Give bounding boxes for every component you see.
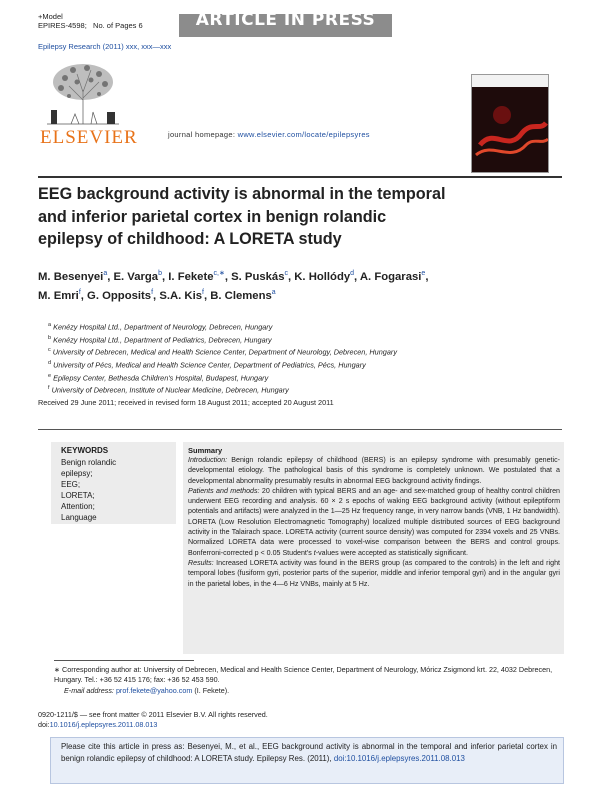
author-sup[interactable]: a (271, 288, 276, 296)
journal-homepage (168, 130, 370, 139)
methods-end: -values were accepted as statistically significant. (315, 548, 468, 557)
affiliation-item (48, 371, 397, 384)
author-name: G. Opposits (87, 289, 152, 302)
email-suffix: (I. Fekete). (194, 685, 230, 695)
homepage-label: journal homepage: (168, 130, 236, 139)
journal-reference[interactable]: Epilepsy Research (2011) xxx, xxx—xxx (38, 42, 172, 51)
publisher-logo-text: ELSEVIER (40, 127, 138, 148)
title-line: EEG background activity is abnormal in the temporal (38, 185, 446, 203)
author-name: I. Fekete (168, 270, 214, 283)
model-label: +Model (38, 12, 63, 21)
author-name: M. Emri (38, 289, 79, 302)
article-in-press-text: ARTICLE IN PRESS (195, 10, 376, 30)
author-sup[interactable]: e (421, 270, 426, 277)
citation-body: Please cite this article in press as: Besenyei, M., et al., EEG background activity is abnormal in the temporal and inferior parietal cortex in benign rolandic epilepsy of childhood: A LORETA study. Epilepsy Res. (2011), (61, 742, 557, 763)
affiliation-item (48, 333, 397, 346)
doi-link[interactable]: 10.1016/j.eplepsyres.2011.08.013 (49, 720, 158, 730)
email-label: E-mail address: (64, 685, 114, 695)
author-name: S.A. Kis (159, 289, 203, 302)
affiliation-sup: b (48, 334, 52, 341)
author-name: E. Varga (113, 270, 159, 283)
doi-label: doi: (38, 720, 50, 730)
elsevier-tree-logo-icon (41, 60, 125, 126)
affiliation-item (48, 320, 397, 333)
methods-t: t (313, 548, 316, 557)
methods-label: Patients and methods: (188, 486, 260, 495)
affiliation-sup: e (48, 372, 52, 379)
author-name: S. Puskás (231, 270, 285, 283)
article-title (38, 183, 558, 251)
author-sup[interactable]: c (284, 270, 288, 277)
keyword-item: EEG; (61, 480, 81, 489)
affiliation-text: Epilepsy Center, Bethesda Children's Hospital, Budapest, Hungary (53, 372, 269, 382)
results-text: Increased LORETA activity was found in the BERS group (as compared to the controls) in the left and right temporal lobes (fusiform gyri, posterior parts of the superior, middle and inferior temporal gyri) and in the angular gyri in the parietal lobes, in the 4—6 Hz VNBs, mainly at 5 Hz. (188, 558, 560, 588)
methods-text: 20 children with typical BERS and an age- and sex-matched group of healthy control children underwent EEG recording and analysis. 60 × 2 s epochs of waking EEG background activity (without epileptiform potentials and artifacts) were analyzed in the 1—25 Hz frequency range, in very narrow bands (VNB, 1 Hz bandwidth). LORETA (Low Resolution Electromagnetic Tomography) localized multiple distributed sources of EEG background activity in the Talairach space. LORETA activity (current source density) was computed for 2394 voxels and 25 VNBs. Normalized LORETA data were processed to voxel-wise comparison between the BERS and control groups. Bonferroni-corrected p < 0.05 Student's (188, 486, 560, 557)
affiliation-sup: a (48, 322, 52, 328)
header-rule (38, 176, 562, 178)
author-sup[interactable]: d (350, 270, 355, 277)
manuscript-ref: EPIRES-4598; (38, 21, 87, 30)
author-name: K. Hollódy (294, 270, 351, 283)
title-line: epilepsy of childhood: A LORETA study (38, 230, 342, 248)
summary-text (188, 455, 560, 589)
author-line-2: M. Emri$^f$, G. Opposits$^f$, S.A. Kis$^f$, B. Clemens$^a$ (38, 288, 276, 302)
author-name: M. Besenyei (38, 270, 104, 283)
footnote (54, 665, 562, 696)
affiliation-text: University of Pécs, Medical and Health Science Center, Department of Pediatrics, Pécs, Hungary (53, 360, 366, 370)
intro-text: Benign rolandic epilepsy of childhood (BERS) is an epilepsy syndrome with presumably genetic-developmental etiology. The pathological basis of this syndrome is completely unknown. We postulated that a developmental abnormality presumably results in abnormal EEG background activity findings. (188, 456, 560, 485)
title-line: and inferior parietal cortex in benign rolandic (38, 207, 387, 226)
article-dates: Received 29 June 2011; received in revised form 18 August 2011; accepted 20 August 2011 (38, 398, 334, 407)
author-sup[interactable]: f (151, 288, 154, 296)
corresponding-author: ∗ Corresponding author at: University of Debrecen, Medical and Health Science Center, Department of Neurology, Móricz Zsigmond krt. 22, 4032 Debrecen, Hungary. Tel.: +36 52 415 176; fax: +36 52 453 590. (54, 665, 553, 685)
author-list (38, 266, 568, 304)
keywords-heading: KEYWORDS (61, 446, 109, 455)
citation-doi-link[interactable]: doi:10.1016/j.eplepsyres.2011.08.013 (333, 753, 465, 763)
homepage-link[interactable]: www.elsevier.com/locate/epilepsyres (237, 130, 370, 139)
citation-text (61, 741, 557, 764)
issn-block (38, 710, 268, 731)
affiliation-item (48, 383, 397, 396)
summary-heading: Summary (188, 446, 223, 455)
affiliation-sup: c (48, 347, 51, 354)
keyword-item: epilepsy; (61, 469, 93, 478)
affiliation-sup: f (48, 385, 50, 392)
keyword-item: Benign rolandic (61, 458, 117, 467)
keyword-item: Attention; (61, 502, 95, 511)
issn-line: 0920-1211/$ — see front matter © 2011 Elsevier B.V. All rights reserved. (38, 710, 268, 719)
results-label: Results: (188, 558, 214, 567)
divider (38, 429, 562, 430)
journal-cover-image (471, 74, 549, 173)
author-sup[interactable]: a (103, 270, 108, 277)
manuscript-model (38, 12, 143, 30)
email-link[interactable]: prof.fekete@yahoo.com (115, 685, 193, 695)
affiliation-item (48, 345, 397, 358)
affiliation-text: University of Debrecen, Medical and Health Science Center, Department of Neurology, Debrecen, Hungary (52, 347, 397, 357)
email-line (54, 686, 562, 696)
intro-label: Introduction: (188, 456, 228, 464)
keyword-item: LORETA; (61, 491, 95, 500)
author-name: B. Clemens (210, 289, 272, 302)
footnote-divider (54, 660, 194, 661)
affiliations (48, 320, 397, 396)
doi-line (38, 720, 268, 730)
author-sup[interactable]: f (78, 288, 81, 296)
author-name: A. Fogarasi (359, 270, 422, 283)
affiliation-sup: d (48, 359, 52, 366)
author-line-1: M. Besenyei$^a$, E. Varga$^b$, I. Fekete$^{c,∗}$, S. Puskás$^c$, K. Hollódy$^d$, A. Fogarasi$^e$, (38, 270, 429, 283)
author-sup[interactable]: f (202, 288, 204, 296)
page-count: No. of Pages 6 (93, 21, 143, 30)
affiliation-text: Kenézy Hospital Ltd., Department of Neurology, Debrecen, Hungary (53, 322, 273, 332)
affiliation-text: University of Debrecen, Institute of Nuclear Medicine, Debrecen, Hungary (51, 385, 289, 395)
affiliation-item (48, 358, 397, 371)
author-sup[interactable]: b (158, 270, 162, 277)
keyword-item: Language (61, 513, 97, 522)
author-sup[interactable]: c,∗ (213, 270, 225, 277)
affiliation-text: Kenézy Hospital Ltd., Department of Pediatrics, Debrecen, Hungary (53, 335, 272, 345)
